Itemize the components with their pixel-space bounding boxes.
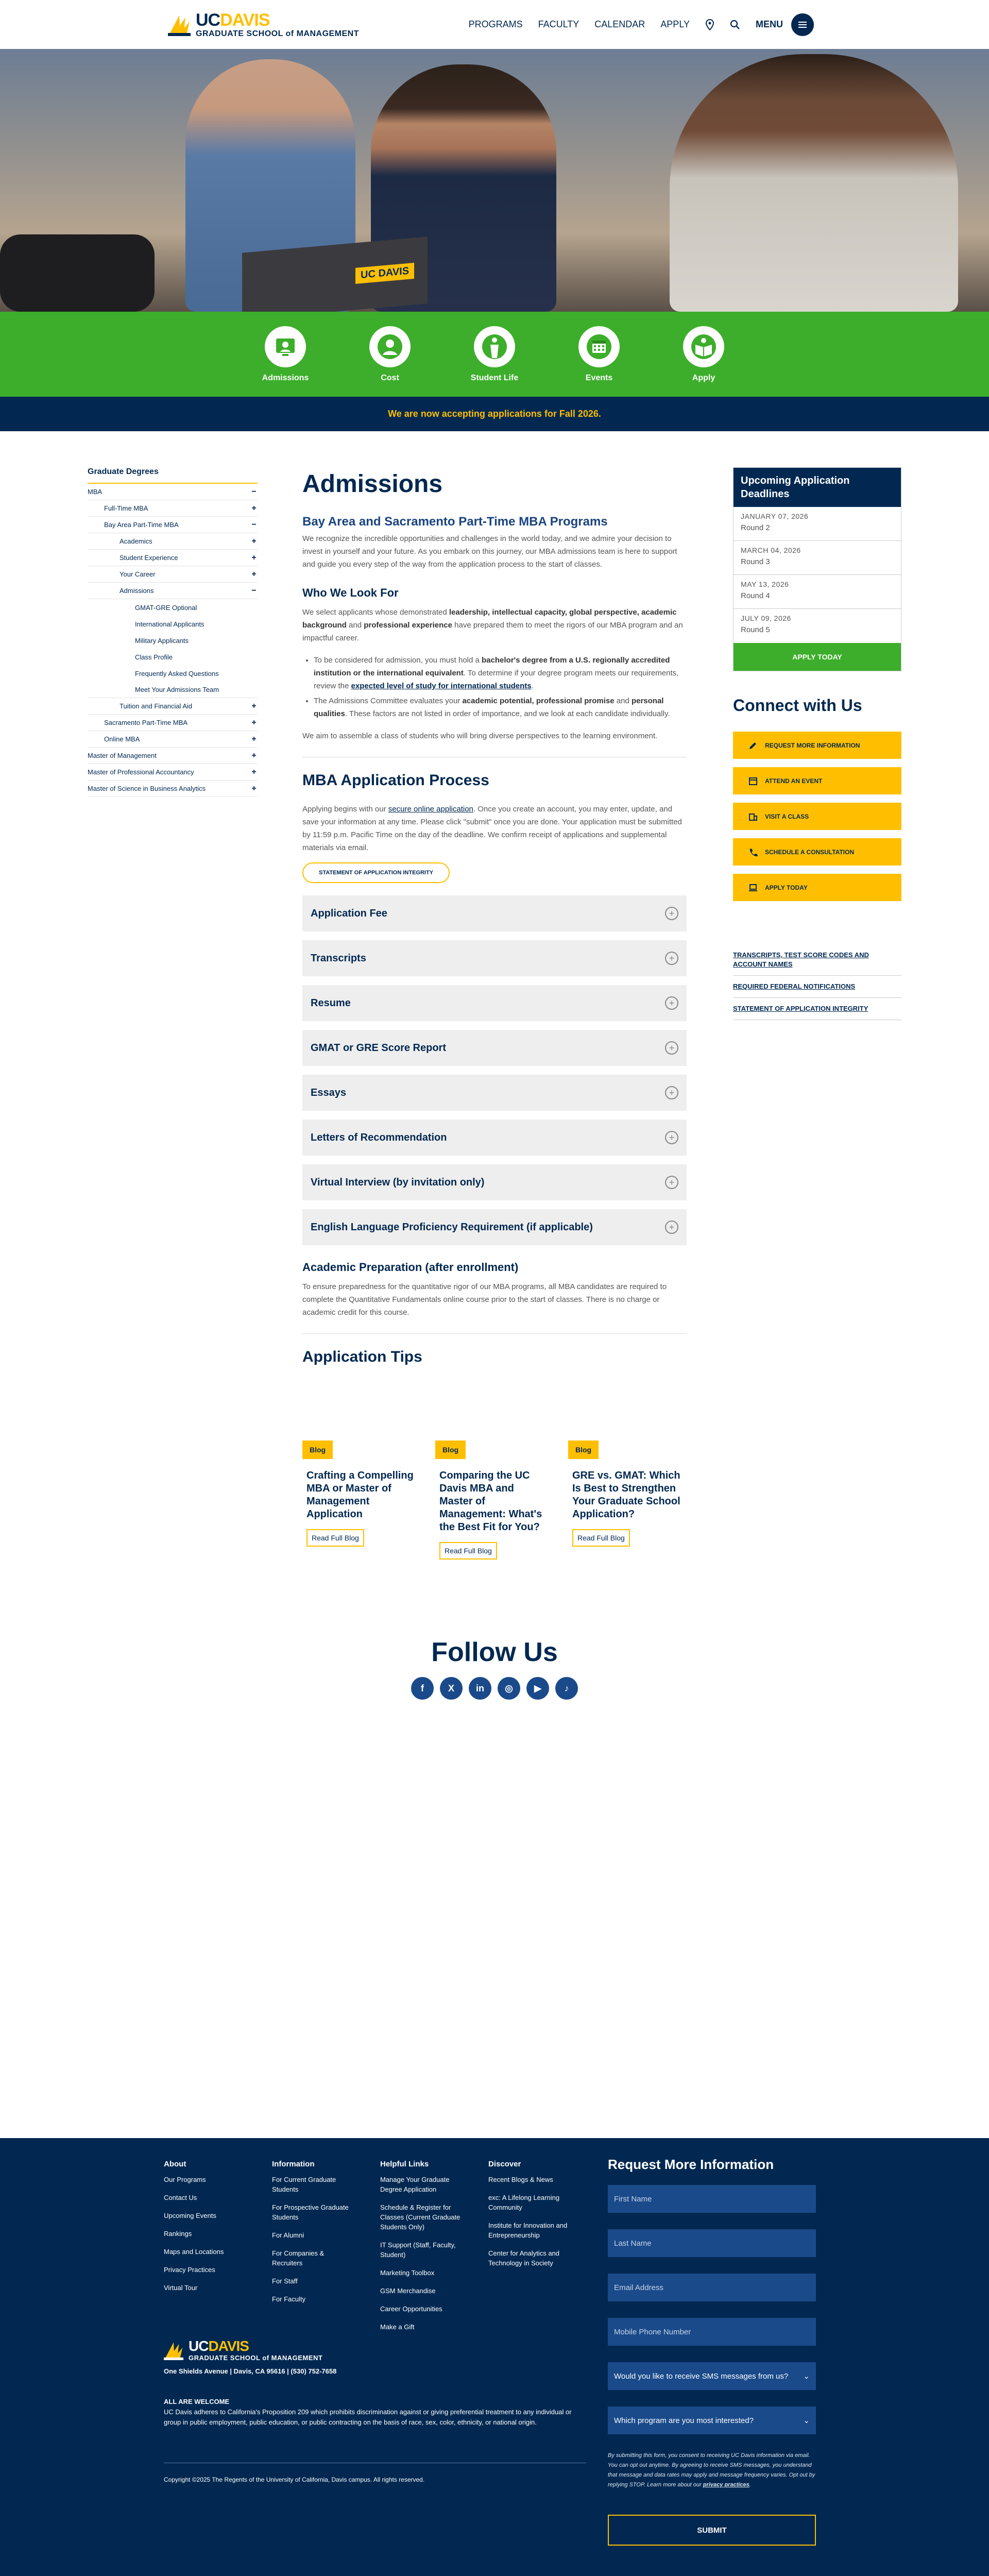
sunburst-icon [168,13,191,36]
ucdavis-logo[interactable] [168,11,359,38]
section-subtitle: Bay Area and Sacramento Part-Time MBA Programs [302,515,608,529]
sidebar-item-full-time-mba[interactable]: Full-Time MBA + [88,500,258,517]
process-heading: MBA Application Process [302,772,489,789]
footer-link[interactable]: Make a Gift [380,2323,415,2331]
footer-link[interactable]: Institute for Innovation and Entrepreneurship [488,2222,568,2239]
quick-link-apply[interactable]: Apply [682,326,726,397]
who-we-look-for-heading: Who We Look For [302,586,399,599]
plus-circle-icon: + [665,907,678,920]
online-application-link[interactable]: secure online application [388,805,473,814]
sidebar-item-tuition[interactable]: Tuition and Financial Aid + [88,698,258,715]
form-title: Request More Information [608,2157,774,2172]
menu-button[interactable] [756,13,814,36]
intro-text: We recognize the incredible opportunities and challenges in the world today, and we admire your decision to invest in yourself and your future. As you embark on this journey, our MBA admissions team is here to support and guide you every step of the way from the application process to the start of classes. [302,534,677,569]
sidebar-item-mpac[interactable]: Master of Professional Accountancy + [88,764,258,781]
calendar-icon [586,333,612,360]
footer-link[interactable]: For Alumni [272,2231,304,2239]
site-header [0,0,989,49]
sidebar-item-msba[interactable]: Master of Science in Business Analytics + [88,781,258,797]
accordion-application-fee[interactable]: Application Fee + [302,895,687,931]
accordion-transcripts[interactable]: Transcripts + [302,940,687,976]
connect-heading: Connect with Us [733,696,862,715]
international-study-link[interactable]: expected level of study for international students [351,682,532,690]
blog-cards [302,1440,687,1560]
nav-faculty[interactable]: FACULTY [538,19,579,29]
expand-icon[interactable]: + [251,701,257,710]
instagram-icon[interactable]: ◎ [498,1677,520,1700]
expand-icon[interactable]: + [251,734,257,743]
chevron-down-icon: ⌄ [803,2372,810,2381]
plus-circle-icon: + [665,1086,678,1099]
footer-link[interactable]: Career Opportunities [380,2305,442,2313]
sidebar-item-military[interactable]: Military Applicants [135,636,189,645]
expand-icon[interactable]: + [251,784,257,793]
footer-link[interactable]: For Companies & Recruiters [272,2249,325,2267]
backpack [0,234,155,312]
sidebar-item-class-profile[interactable]: Class Profile [135,653,173,661]
accordion-recommendation[interactable]: Letters of Recommendation + [302,1120,687,1156]
calendar-icon [748,776,758,786]
admissions-article [302,470,687,1560]
sidebar-nav [88,467,258,797]
x-twitter-icon[interactable]: X [440,1677,463,1700]
footer-link[interactable]: Virtual Tour [164,2284,198,2292]
sidebar-item-international[interactable]: International Applicants [135,620,204,628]
footer-link[interactable]: Schedule & Register for Classes (Current Graduate Students Only) [380,2204,461,2231]
blog-title[interactable]: GRE vs. GMAT: Which Is Best to Strengthen Your Graduate School Application? [572,1470,680,1520]
accordion-english[interactable]: English Language Proficiency Requirement (if applicable) + [302,1209,687,1245]
footer-link[interactable]: Center for Analytics and Technology in Society [488,2249,560,2267]
footer-link[interactable]: Manage Your Graduate Degree Application [380,2176,450,2193]
sidebar-item-student-experience[interactable]: Student Experience + [88,550,258,566]
plus-circle-icon: + [665,1041,678,1055]
follow-us-section [0,1637,989,1700]
sidebar-item-gmat-gre-optional[interactable]: GMAT-GRE Optional [135,603,197,612]
blog-card [435,1440,552,1560]
collapse-icon[interactable]: − [251,520,257,529]
welcome-statement: ALL ARE WELCOME UC Davis adheres to California's Proposition 209 which prohibits discrimination against or giving preferential treatment to any individual or group in public employment, public education, or public contracting on the basis of race, sex, color, ethnicity, or national origin. [164,2398,572,2426]
sidebar-tree [88,484,258,797]
footer-col-discover: Discover Recent Blogs & News exc: A Lifelong Learning Community Institute for Innovation and Entrepreneurship Center for Analytics and Technology in Society [488,2160,569,2340]
laptop-sticker: UC DAVIS [355,263,414,284]
menu-icon [791,13,814,36]
expand-icon[interactable]: + [251,767,257,776]
footer-col-information: Information For Current Graduate Students For Prospective Graduate Students For Alumni For Companies & Recruiters For Staff For Faculty [272,2160,352,2340]
nav-calendar[interactable]: CALENDAR [594,19,645,29]
deadlines-title: Upcoming Application Deadlines [734,468,901,507]
process-text: Applying begins with our secure online application. Once you create an account, you may enter, update, and save your information at any time. Please click "submit" once you are done. Your application must be submitted by 11:59 p.m. Pacific Time on the day of the deadline. We confirm receipt of applications and supplemental materials via email. [302,805,682,852]
request-info-form [608,2157,816,2546]
visit-class-button[interactable]: VISIT A CLASS [733,803,901,830]
first-name-field[interactable]: First Name [608,2185,816,2213]
plus-circle-icon: + [665,1221,678,1234]
apply-today-cta[interactable]: APPLY TODAY [733,874,901,901]
quick-link-student-life[interactable]: Student Life [473,326,517,397]
footer-link[interactable]: Maps and Locations [164,2248,224,2256]
location-pin-icon[interactable] [705,19,714,30]
expand-icon[interactable]: + [251,536,257,546]
search-icon[interactable] [730,20,740,30]
divider [302,1333,687,1334]
expand-icon[interactable]: + [251,553,257,562]
footer-columns [164,2160,569,2340]
consent-note: By submitting this form, you consent to receiving UC Davis information via email. You can opt out anytime. By agreeing to receive SMS messages, you understand that message and data rates may apply and message frequency varies. Opt out by replying STOP. Learn more about our privacy practices. [608,2452,815,2488]
plus-circle-icon: + [665,996,678,1010]
blog-title[interactable]: Crafting a Compelling MBA or Master of Management Application [306,1470,414,1520]
blog-card [568,1440,685,1560]
pencil-icon [748,741,758,750]
site-footer [0,2138,989,2576]
accordion-score-report[interactable]: GMAT or GRE Score Report + [302,1030,687,1066]
laptop-icon [748,883,758,892]
sidebar-item-faq[interactable]: Frequently Asked Questions [135,669,219,677]
accordion-resume[interactable]: Resume + [302,985,687,1021]
sidebar-item-mba[interactable]: MBA − [88,484,258,500]
tips-heading: Application Tips [302,1348,422,1365]
building-icon [748,812,758,821]
fall-application-notice: We are now accepting applications for Fall 2026. [0,397,989,431]
facebook-icon[interactable]: f [411,1677,434,1700]
footer-link[interactable]: GSM Merchandise [380,2287,436,2295]
apply-today-button[interactable]: APPLY TODAY [734,643,901,671]
student-figure-right [670,54,958,312]
transcripts-link[interactable]: TRANSCRIPTS, TEST SCORE CODES AND ACCOUNT NAMES [733,944,901,976]
sidebar-item-online-mba[interactable]: Online MBA + [88,731,258,748]
hero-image [0,49,989,312]
footer-link[interactable]: exc: A Lifelong Learning Community [488,2194,560,2211]
student-life-icon [481,333,508,360]
main-content [0,431,989,1967]
sidebar-item-sacramento-mba[interactable]: Sacramento Part-Time MBA + [88,715,258,731]
admissions-icon [273,334,298,359]
sidebar-title: Graduate Degrees [88,467,258,484]
phone-icon [748,848,758,857]
social-links [0,1677,989,1700]
email-field[interactable]: Email Address [608,2274,816,2301]
nav-programs[interactable]: PROGRAMS [468,19,523,29]
program-interest-select[interactable]: Which program are you most interested? ⌄ [608,2406,816,2434]
footer-link[interactable]: Rankings [164,2230,192,2238]
footer-col-helpful-links: Helpful Links Manage Your Graduate Degree Application Schedule & Register for Classes (Current Graduate Students Only) IT Support (Staff, Faculty, Student) Marketing Toolbox GSM Merchandise Career Opportunities Make a Gift [380,2160,461,2331]
expand-icon[interactable]: + [251,718,257,727]
footer-link[interactable]: Privacy Practices [164,2266,215,2274]
blog-title[interactable]: Comparing the UC Davis MBA and Master of Management: What's the Best Fit for You? [439,1470,542,1533]
sms-consent-select[interactable]: Would you like to receive SMS messages from us? ⌄ [608,2362,816,2390]
chevron-down-icon: ⌄ [803,2416,810,2425]
follow-us-heading: Follow Us [431,1637,558,1667]
quick-link-events[interactable]: Events [577,326,621,397]
blog-tag: Blog [435,1440,466,1459]
list-item: • The Admissions Committee evaluates your academic potential, professional promise and personal qualities. These factors are not listed in order of importance, and we look at each candidate individually. [314,694,687,720]
privacy-link[interactable]: privacy practices [703,2482,749,2488]
plus-circle-icon: + [665,1131,678,1144]
expand-icon[interactable]: + [251,751,257,760]
list-item: • To be considered for admission, you must hold a bachelor's degree from a U.S. regionally accredited institution or the international equivalent. To determine if your degree program meets our requirements, review the expected level of study for international students. [314,654,687,692]
read-blog-button[interactable]: Read Full Blog [439,1542,497,1560]
deadline-item: MAY 13, 2026 Round 4 [734,575,901,609]
footer-link[interactable]: For Current Graduate Students [272,2176,336,2193]
footer-link[interactable]: IT Support (Staff, Faculty, Student) [380,2241,456,2259]
footer-link[interactable]: For Staff [272,2277,298,2285]
blog-card [302,1440,419,1560]
collapse-icon[interactable]: − [251,487,257,496]
logo-subtitle: GRADUATE SCHOOL of MANAGEMENT [196,29,360,38]
youtube-icon[interactable]: ▶ [526,1677,549,1700]
attend-event-button[interactable]: ATTEND AN EVENT [733,767,901,794]
footer-logo[interactable]: UCDAVIS GRADUATE SCHOOL of MANAGEMENT One Shields Avenue | Davis, CA 95616 | (530) 752-7658 [164,2339,339,2375]
page-title: Admissions [302,470,443,498]
federal-notifications-link[interactable]: REQUIRED FEDERAL NOTIFICATIONS [733,976,901,998]
expand-icon[interactable]: + [251,503,257,513]
right-rail [733,467,901,1020]
deadline-item: MARCH 04, 2026 Round 3 [734,541,901,575]
sunburst-icon [164,2341,183,2360]
integrity-statement-button[interactable]: STATEMENT OF APPLICATION INTEGRITY [302,862,450,883]
sidebar-item-your-career[interactable]: Your Career + [88,566,258,583]
cost-icon [377,333,403,360]
integrity-link[interactable]: STATEMENT OF APPLICATION INTEGRITY [733,998,901,1020]
deadline-item: JANUARY 07, 2026 Round 2 [734,507,901,541]
deadline-item: JULY 09, 2026 Round 5 [741,614,791,634]
who-we-look-for-text: We select applicants whose demonstrated leadership, intellectual capacity, global perspective, academic background and professional experience have prepared them to meet the rigors of our MBA program and an impactful career. [302,608,683,642]
sidebar-item-master-management[interactable]: Master of Management + [88,748,258,764]
expand-icon[interactable]: + [251,569,257,579]
footer-link[interactable]: For Faculty [272,2295,306,2303]
deadlines-box [733,467,901,671]
read-blog-button[interactable]: Read Full Blog [572,1529,630,1547]
apply-book-icon [690,333,717,360]
read-blog-button[interactable]: Read Full Blog [306,1529,364,1547]
blog-tag: Blog [302,1440,333,1459]
sidebar-item-bay-area-mba[interactable]: Bay Area Part-Time MBA − [88,517,258,533]
diverse-text: We aim to assemble a class of students who will bring diverse perspectives to the learning environment. [302,732,658,740]
footer-link[interactable]: Recent Blogs & News [488,2176,553,2183]
sidebar-item-admissions-team[interactable]: Meet Your Admissions Team [88,682,258,698]
footer-link[interactable]: Upcoming Events [164,2212,216,2219]
plus-circle-icon: + [665,952,678,965]
main-nav [469,13,814,36]
submit-button[interactable]: SUBMIT [608,2515,816,2546]
sidebar-item-admissions[interactable]: Admissions − [88,583,258,599]
requirements-list [314,654,687,720]
footer-link[interactable]: For Prospective Graduate Students [272,2204,349,2221]
blog-tag: Blog [568,1440,599,1459]
sidebar-item-academics[interactable]: Academics + [88,533,258,550]
plus-circle-icon: + [665,1176,678,1189]
collapse-icon[interactable]: − [251,586,257,595]
quick-links-band [0,312,989,397]
tiktok-icon[interactable]: ♪ [555,1677,578,1700]
footer-address: One Shields Avenue | Davis, CA 95616 | (530) 752-7658 [164,2367,337,2375]
schedule-consultation-button[interactable]: SCHEDULE A CONSULTATION [733,838,901,866]
footer-link[interactable]: Our Programs [164,2176,206,2183]
menu-label: MENU [756,19,783,29]
resource-links [733,944,901,1020]
footer-link[interactable]: Marketing Toolbox [380,2269,435,2277]
accordion-interview[interactable]: Virtual Interview (by invitation only) + [302,1164,687,1200]
linkedin-icon[interactable]: in [469,1677,491,1700]
copyright: Copyright ©2025 The Regents of the University of California, Davis campus. All rights reserved. [164,2463,586,2483]
nav-apply[interactable]: APPLY [660,19,690,29]
quick-link-cost[interactable]: Cost [368,326,412,397]
footer-col-about: About Our Programs Contact Us Upcoming Events Rankings Maps and Locations Privacy Practices Virtual Tour [164,2160,244,2340]
request-info-button[interactable]: REQUEST MORE INFORMATION [733,732,901,759]
last-name-field[interactable]: Last Name [608,2229,816,2257]
logo-wordmark: UCDAVIS [196,10,270,30]
accordion-essays[interactable]: Essays + [302,1075,687,1111]
footer-link[interactable]: Contact Us [164,2194,197,2201]
academic-prep-text: To ensure preparedness for the quantitative rigor of our MBA programs, all MBA candidates are required to complete the Quantitative Fundamentals online course prior to the start of classes. There is no charge or academic credit for this course. [302,1282,667,1317]
academic-prep-heading: Academic Preparation (after enrollment) [302,1261,519,1274]
phone-field[interactable]: Mobile Phone Number [608,2318,816,2346]
quick-link-admissions[interactable]: Admissions [264,326,308,397]
